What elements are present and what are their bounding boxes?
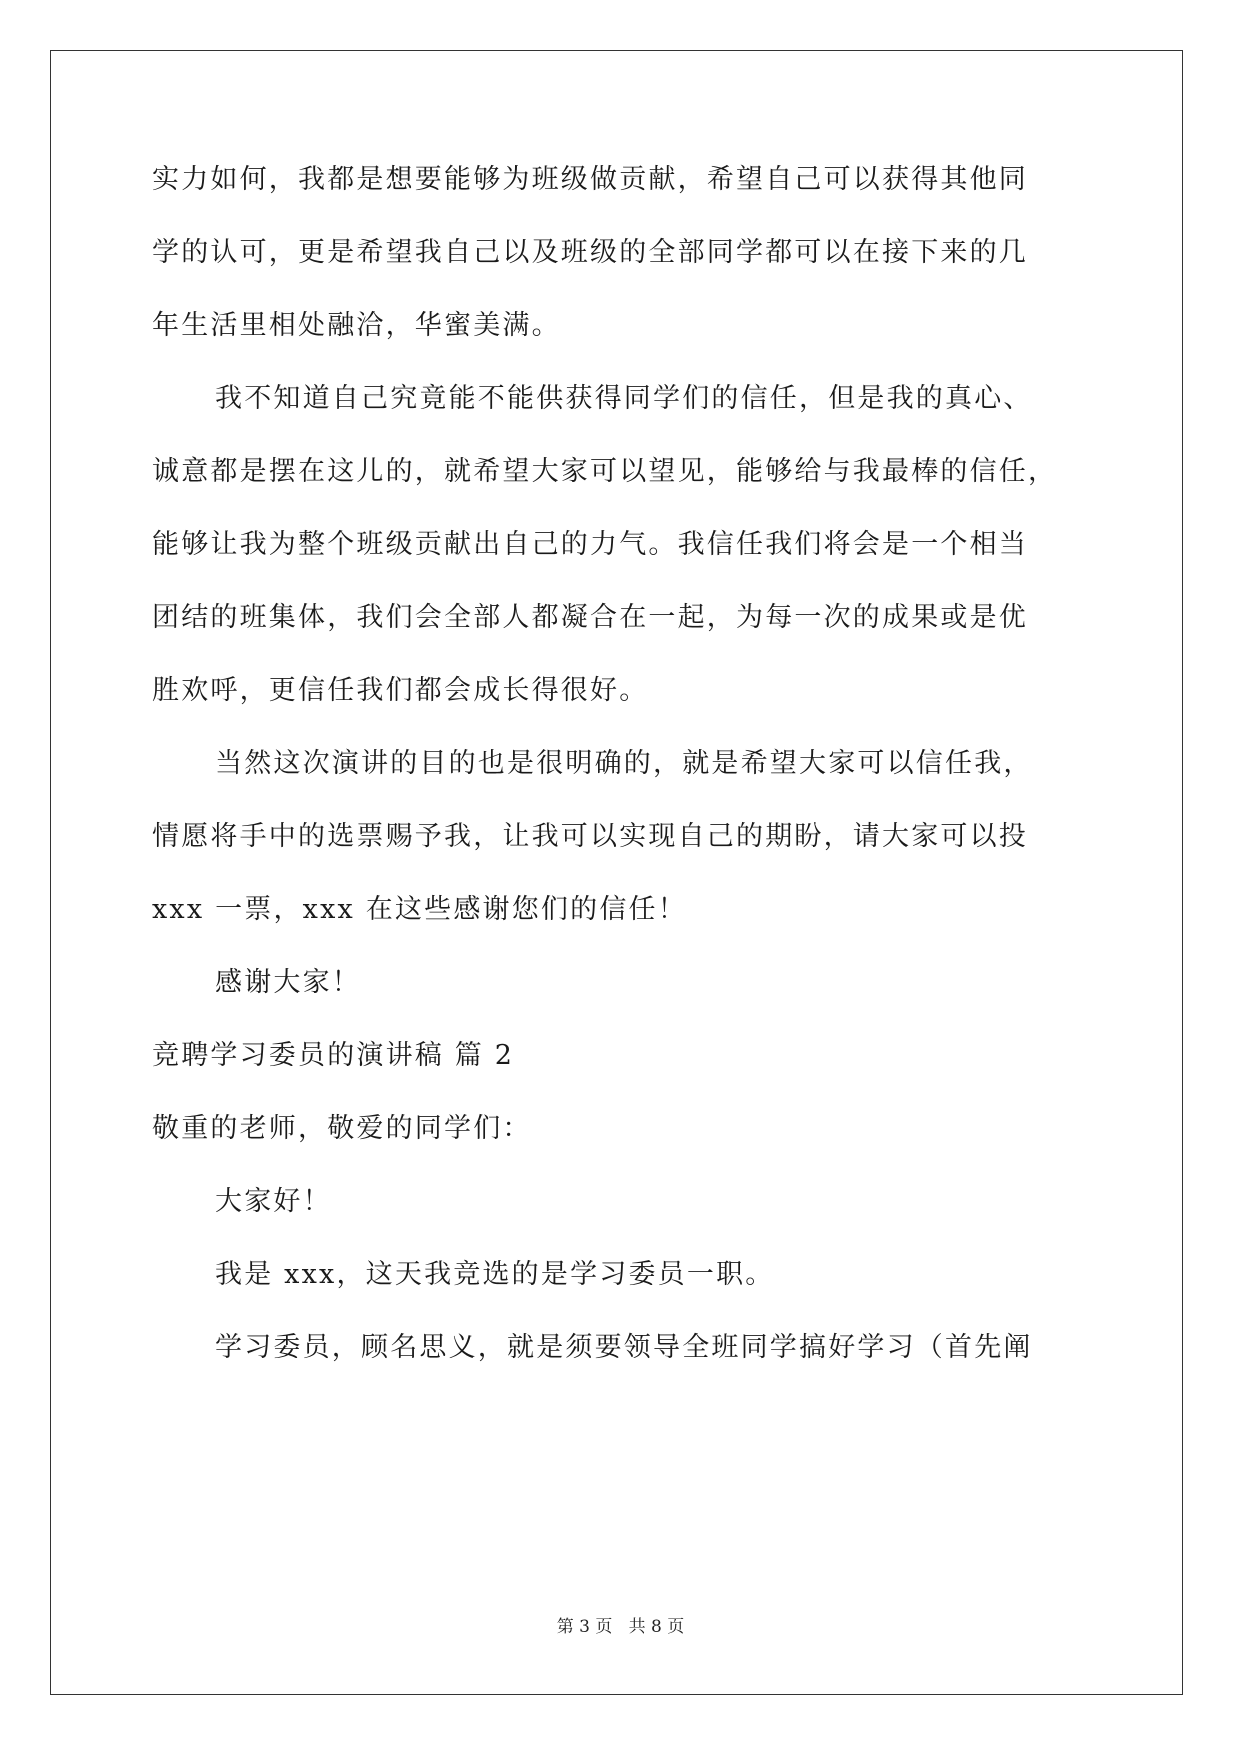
text-line: 感谢大家！ bbox=[215, 967, 361, 998]
page-footer bbox=[0, 1615, 1241, 1639]
text-line: 团结的班集体，我们会全部人都凝合在一起，为每一次的成果或是优 bbox=[152, 602, 1028, 633]
page-border bbox=[50, 50, 1183, 1695]
salutation: 敬重的老师，敬爱的同学们： bbox=[152, 1113, 532, 1144]
text-line: 当然这次演讲的目的也是很明确的，就是希望大家可以信任我， bbox=[215, 748, 1033, 779]
text-line: 我不知道自己究竟能不能供获得同学们的信任，但是我的真心、 bbox=[215, 383, 1033, 414]
text-line: 情愿将手中的选票赐予我，让我可以实现自己的期盼，请大家可以投 bbox=[152, 821, 1028, 852]
text-line: 诚意都是摆在这儿的，就希望大家可以望见，能够给与我最棒的信任， bbox=[152, 456, 1058, 487]
text-line: 大家好！ bbox=[215, 1186, 332, 1217]
text-line: 年生活里相处融洽，华蜜美满。 bbox=[152, 310, 561, 341]
text-line: 学习委员，顾名思义，就是须要领导全班同学搞好学习（首先阐 bbox=[215, 1332, 1033, 1363]
text-line: xxx 一票，xxx 在这些感谢您们的信任！ bbox=[152, 894, 687, 925]
text-line: 学的认可，更是希望我自己以及班级的全部同学都可以在接下来的几 bbox=[152, 237, 1028, 268]
page-number: 第 3 页 共 8 页 bbox=[556, 1617, 685, 1637]
text-line: 能够让我为整个班级贡献出自己的力气。我信任我们将会是一个相当 bbox=[152, 529, 1028, 560]
section-heading: 竞聘学习委员的演讲稿 篇 2 bbox=[152, 1040, 515, 1071]
text-line: 我是 xxx，这天我竞选的是学习委员一职。 bbox=[215, 1259, 775, 1290]
text-line: 实力如何，我都是想要能够为班级做贡献，希望自己可以获得其他同 bbox=[152, 164, 1028, 195]
text-line: 胜欢呼，更信任我们都会成长得很好。 bbox=[152, 675, 649, 706]
